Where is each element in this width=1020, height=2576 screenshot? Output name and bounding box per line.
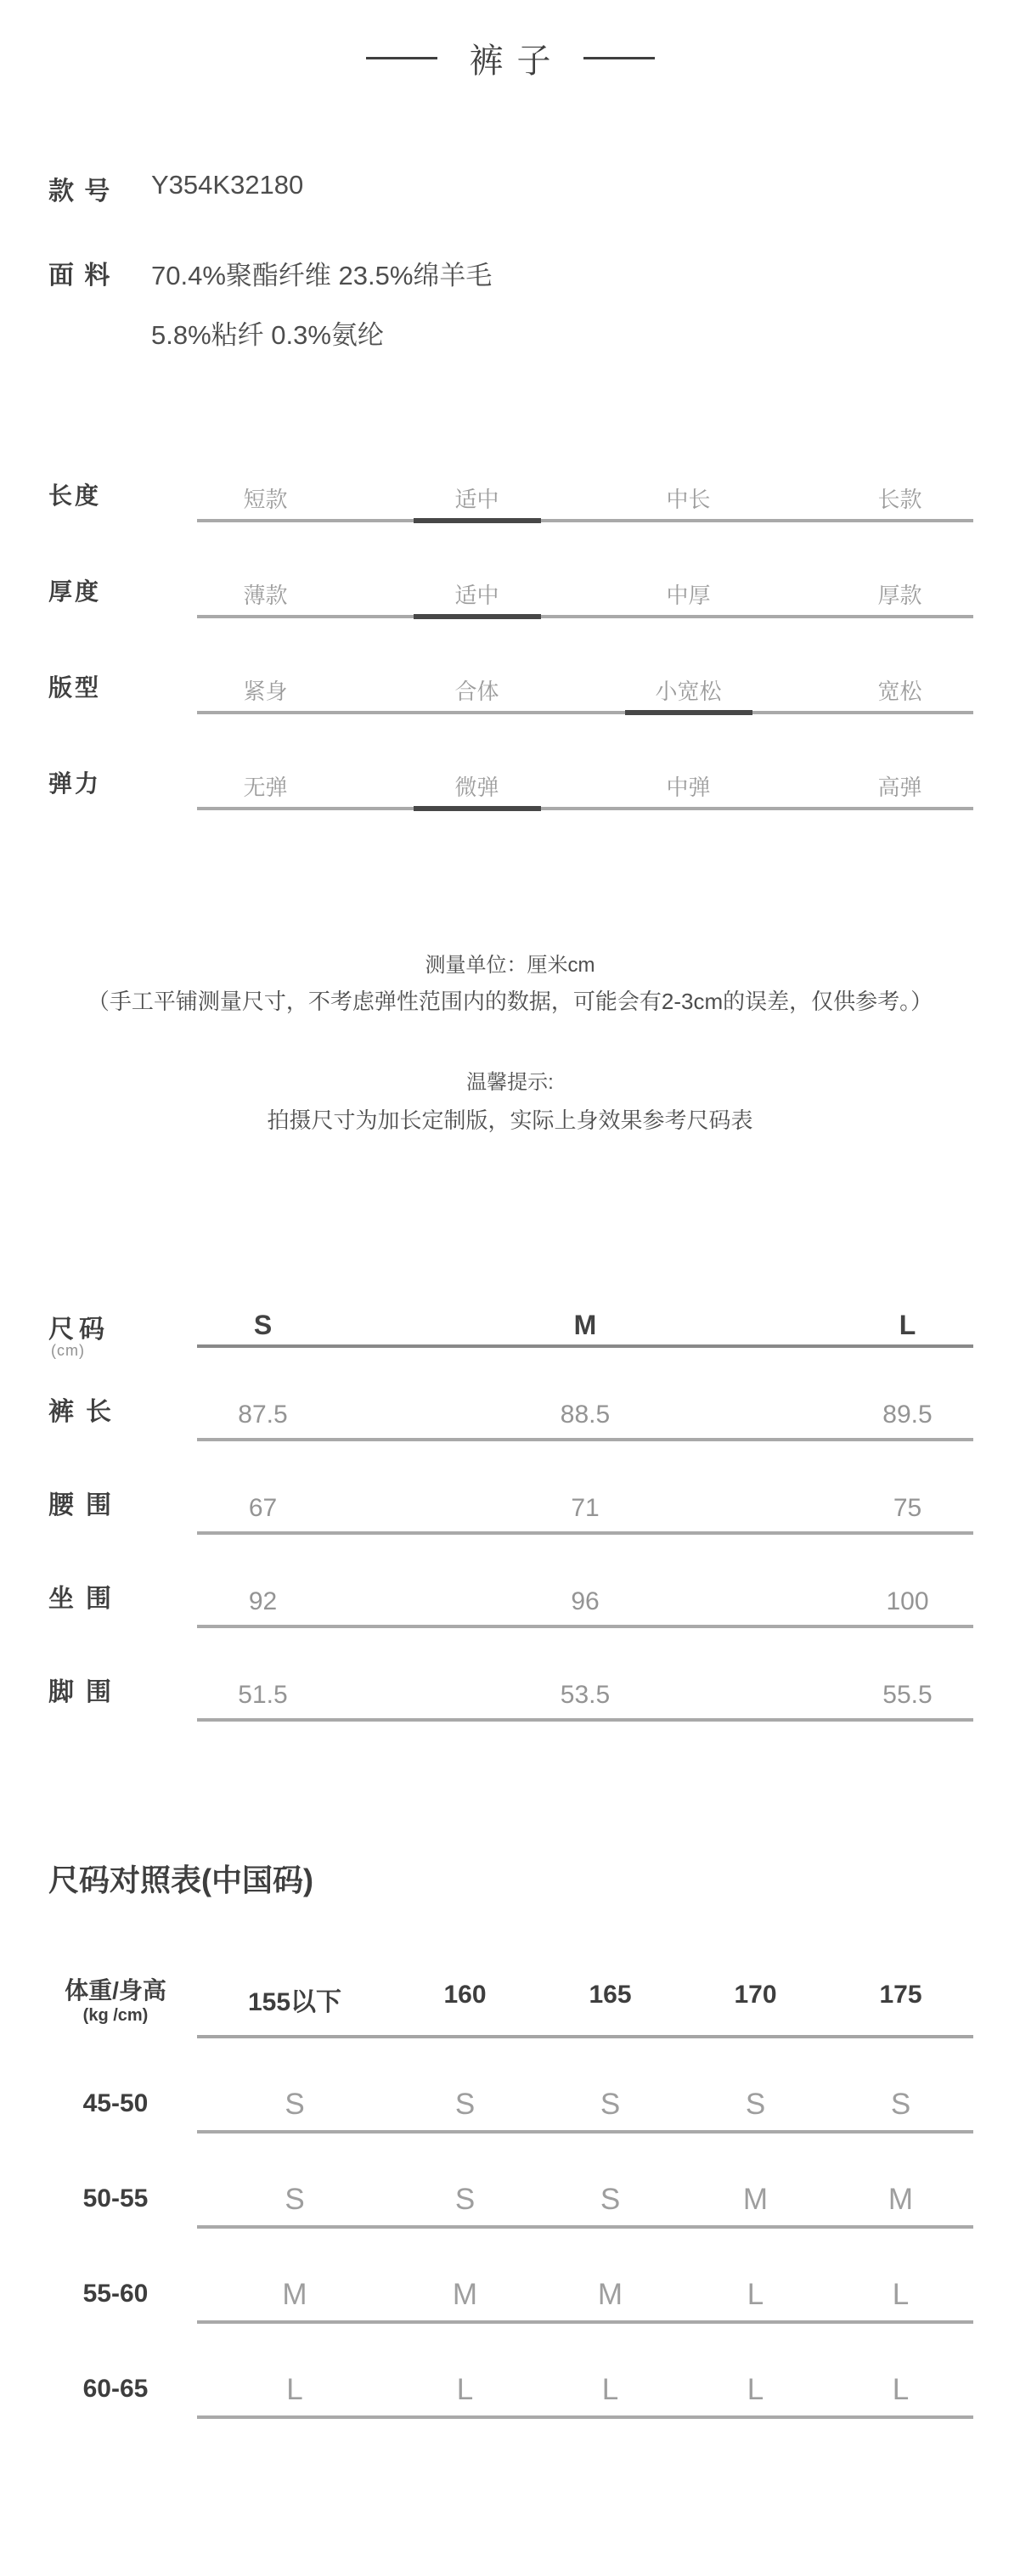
attr-option: 小宽松: [655, 679, 722, 704]
size-col-header-m: M: [573, 1310, 597, 1340]
size-cell: 75: [893, 1494, 922, 1522]
weight-range-label: 55-60: [82, 2280, 149, 2308]
chart-cell: M: [452, 2278, 478, 2311]
attr-option: 高弹: [877, 775, 922, 800]
attr-options-stretch: [160, 770, 1006, 802]
size-col-header-s: S: [253, 1310, 273, 1340]
size-table-header-label: 尺码: [48, 1316, 110, 1344]
measure-unit-note: 测量单位：厘米cm: [425, 954, 595, 977]
size-row-label: 裤长: [48, 1398, 123, 1426]
attr-option: 适中: [454, 487, 499, 512]
size-cell: 100: [886, 1587, 929, 1615]
attr-option: 长款: [877, 487, 922, 512]
size-row-label: 腰围: [48, 1491, 123, 1519]
chart-row-55-60: [0, 2229, 1020, 2324]
weight-range-label: 45-50: [82, 2089, 149, 2117]
attr-selected-marker: [414, 806, 541, 811]
size-cell: 53.5: [560, 1681, 611, 1709]
fabric-value: [151, 254, 492, 352]
page-title-row: [0, 36, 1020, 80]
attr-row-length: [0, 467, 1020, 563]
attr-option: 中弹: [666, 775, 711, 800]
chart-cell: L: [601, 2373, 619, 2406]
size-row-pant-length: [0, 1348, 1020, 1441]
chart-cell: S: [745, 2088, 766, 2121]
size-cell: 92: [248, 1587, 278, 1615]
style-number-row: [48, 170, 303, 207]
height-columns: [197, 1981, 973, 2018]
size-cell: 67: [248, 1494, 278, 1522]
attr-row-stretch: [0, 755, 1020, 851]
chart-row-values: [197, 2278, 973, 2312]
size-row-waist: [0, 1441, 1020, 1535]
size-row-label: 脚围: [48, 1678, 123, 1706]
attr-option: 微弹: [454, 775, 499, 800]
chart-cell: S: [600, 2183, 621, 2216]
size-row-values: [197, 1681, 973, 1710]
attr-selected-marker: [625, 710, 752, 715]
chart-row-values: [197, 2373, 973, 2407]
size-table: [0, 1308, 1020, 1722]
attr-label-thickness: 厚度: [48, 578, 102, 605]
attr-option: 合体: [454, 679, 499, 704]
weight-range-label: 50-55: [82, 2184, 149, 2212]
attr-row-fit: [0, 659, 1020, 755]
chart-cell: M: [888, 2183, 914, 2216]
attr-options-thickness: [160, 578, 1006, 610]
tips-text: 拍摄尺寸为加长定制版，实际上身效果参考尺码表: [267, 1108, 753, 1133]
attr-option: 适中: [454, 583, 499, 608]
attribute-scales: [0, 467, 1020, 851]
weight-height-header: 体重/身高: [65, 1977, 166, 2004]
attr-label-length: 长度: [48, 482, 102, 509]
chart-cell: S: [454, 2088, 476, 2121]
size-row-values: [197, 1587, 973, 1616]
attr-label-fit: 版型: [48, 674, 102, 701]
size-table-unit: (cm): [51, 1342, 85, 1359]
chart-cell: L: [456, 2373, 474, 2406]
attr-row-thickness: [0, 563, 1020, 659]
size-cell: 96: [571, 1587, 600, 1615]
attr-label-stretch: 弹力: [48, 770, 102, 797]
title-dash-left: [366, 57, 437, 59]
page-title: 裤子: [469, 42, 565, 80]
chart-cell: L: [747, 2278, 764, 2311]
attr-baseline: [197, 519, 973, 522]
attr-option: 薄款: [243, 583, 288, 608]
attr-option: 中长: [666, 487, 711, 512]
attr-option: 短款: [243, 487, 288, 512]
chart-cell: S: [454, 2183, 476, 2216]
size-row-label: 坐围: [48, 1585, 123, 1613]
chart-cell: M: [742, 2183, 769, 2216]
size-cell: 51.5: [238, 1681, 288, 1709]
chart-cell: L: [747, 2373, 764, 2406]
tips-title: 温馨提示:: [466, 1071, 554, 1094]
weight-range-label: 60-65: [82, 2375, 149, 2403]
chart-cell: S: [285, 2183, 305, 2216]
attr-options-length: [160, 482, 1006, 514]
size-col-header-l: L: [899, 1310, 916, 1340]
attr-selected-marker: [414, 518, 541, 523]
attr-option: 中厚: [666, 583, 711, 608]
title-dash-right: [583, 57, 655, 59]
chart-row-45-50: [0, 2038, 1020, 2134]
attr-option: 宽松: [877, 679, 922, 704]
attr-option: 无弹: [243, 775, 288, 800]
size-table-header: [0, 1308, 1020, 1359]
attr-option: 紧身: [243, 679, 288, 704]
chart-cell: S: [285, 2088, 305, 2121]
fabric-line-1: 70.4%聚酯纤维 23.5%绵羊毛: [151, 261, 493, 290]
height-col-header: 170: [734, 1981, 777, 2009]
chart-cell: S: [890, 2088, 911, 2121]
size-chart: [0, 1972, 1020, 2419]
chart-row-values: [197, 2088, 973, 2122]
fabric-label: 面 料: [48, 262, 112, 290]
attr-baseline: [197, 711, 973, 714]
height-col-header: 165: [589, 1981, 632, 2009]
fabric-row: [48, 254, 492, 352]
size-cell: 88.5: [560, 1401, 611, 1429]
height-col-header: 160: [443, 1981, 487, 2009]
chart-cell: S: [600, 2088, 621, 2121]
chart-cell: M: [597, 2278, 623, 2311]
chart-cell: L: [892, 2373, 910, 2406]
attr-baseline: [197, 615, 973, 618]
size-cell: 71: [571, 1494, 600, 1522]
weight-height-unit: (kg /cm): [82, 2006, 149, 2025]
size-chart-title: 尺码对照表(中国码): [48, 1863, 313, 1897]
size-cell: 87.5: [238, 1401, 288, 1429]
height-col-header: 175: [879, 1981, 922, 2009]
chart-cell: M: [282, 2278, 307, 2311]
size-cell: 55.5: [882, 1681, 933, 1709]
chart-row-50-55: [0, 2134, 1020, 2229]
attr-baseline: [197, 807, 973, 810]
chart-cell: L: [286, 2373, 303, 2406]
attr-options-fit: [160, 674, 1006, 706]
size-row-hip: [0, 1535, 1020, 1628]
size-row-values: [197, 1401, 973, 1429]
size-row-leg-opening: [0, 1628, 1020, 1722]
size-row-values: [197, 1494, 973, 1523]
chart-cell: L: [892, 2278, 910, 2311]
measure-disclaimer: （手工平铺测量尺寸，不考虑弹性范围内的数据，可能会有2-3cm的误差，仅供参考。）: [87, 989, 933, 1014]
attr-selected-marker: [414, 614, 541, 619]
style-number-label: 款 号: [48, 178, 112, 206]
fabric-line-2: 5.8%粘纤 0.3%氨纶: [151, 320, 384, 350]
style-number-value: Y354K32180: [151, 170, 304, 200]
chart-row-60-65: [0, 2324, 1020, 2419]
height-col-header: 155以下: [247, 1988, 342, 2016]
chart-row-values: [197, 2183, 973, 2217]
size-table-columns: [197, 1310, 973, 1341]
size-chart-header: [0, 1972, 1020, 2038]
attr-option: 厚款: [877, 583, 922, 608]
size-cell: 89.5: [882, 1401, 933, 1429]
